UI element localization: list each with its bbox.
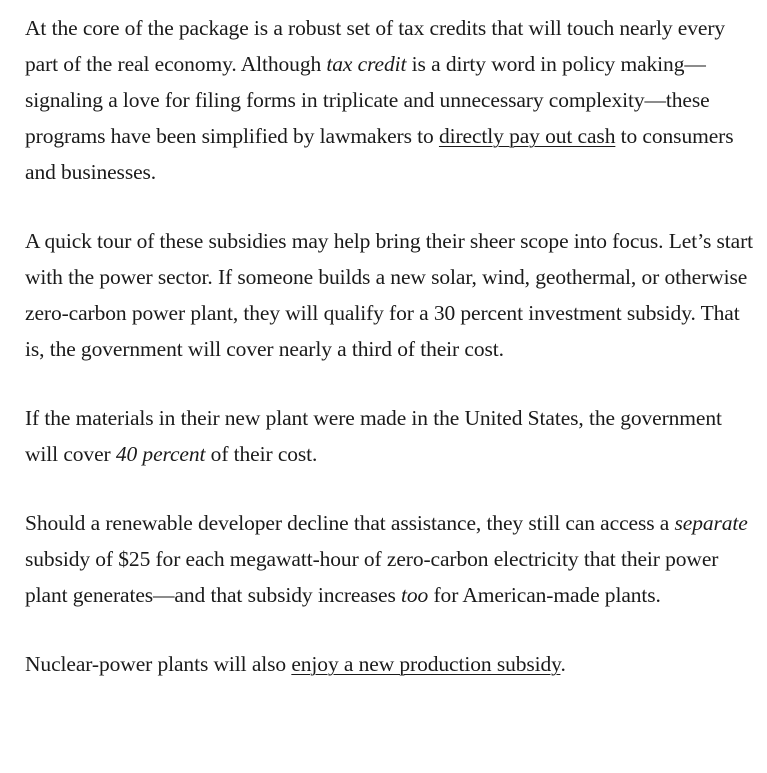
paragraph-text: to consumers and businesses.: [25, 124, 734, 184]
paragraph-nuclear: [25, 646, 755, 682]
emphasis-tax-credit: tax credit: [326, 52, 407, 76]
emphasis-separate: separate: [674, 511, 748, 535]
paragraph-text: Nuclear-power plants will also: [25, 652, 292, 676]
paragraph-text: subsidy of $25 for each megawatt-hour of zero-carbon electricity that their power plant generates—and that subsidy increases: [25, 547, 719, 607]
paragraph-text: is a dirty word in policy making—signaling a love for filing forms in triplicate and unnecessary complexity—these programs have been simplified by lawmakers to: [25, 52, 710, 148]
paragraph-text: If the materials in their new plant were made in the United States, the government will cover: [25, 406, 722, 466]
paragraph-text: Should a renewable developer decline that assistance, they still can access a: [25, 511, 675, 535]
link-directly-pay-out-cash[interactable]: directly pay out cash: [438, 124, 616, 148]
article-body: [25, 10, 755, 715]
emphasis-40-percent: 40 percent: [115, 442, 206, 466]
paragraph-domestic-materials: [25, 400, 755, 472]
paragraph-text: At the core of the package is a robust set of tax credits that will touch nearly every part of the real economy. Although: [25, 16, 726, 76]
paragraph-tax-credits: [25, 10, 755, 190]
paragraph-text: of their cost.: [205, 442, 318, 466]
paragraph-production-subsidy: [25, 505, 755, 613]
paragraph-power-sector: [25, 223, 755, 367]
paragraph-text: for American-made plants.: [428, 583, 661, 607]
paragraph-text: A quick tour of these subsidies may help bring their sheer scope into focus. Let’s start with the power sector. If someone builds a new solar, wind, geothermal, or otherwise zero-carbon power plant, they will qualify for a 30 percent investment subsidy. That is, the government will cover nearly a third of their cost.: [25, 229, 754, 361]
emphasis-too: too: [401, 583, 429, 607]
paragraph-text: .: [560, 652, 566, 676]
link-enjoy-new-production-subsidy[interactable]: enjoy a new production subsidy: [291, 652, 561, 676]
